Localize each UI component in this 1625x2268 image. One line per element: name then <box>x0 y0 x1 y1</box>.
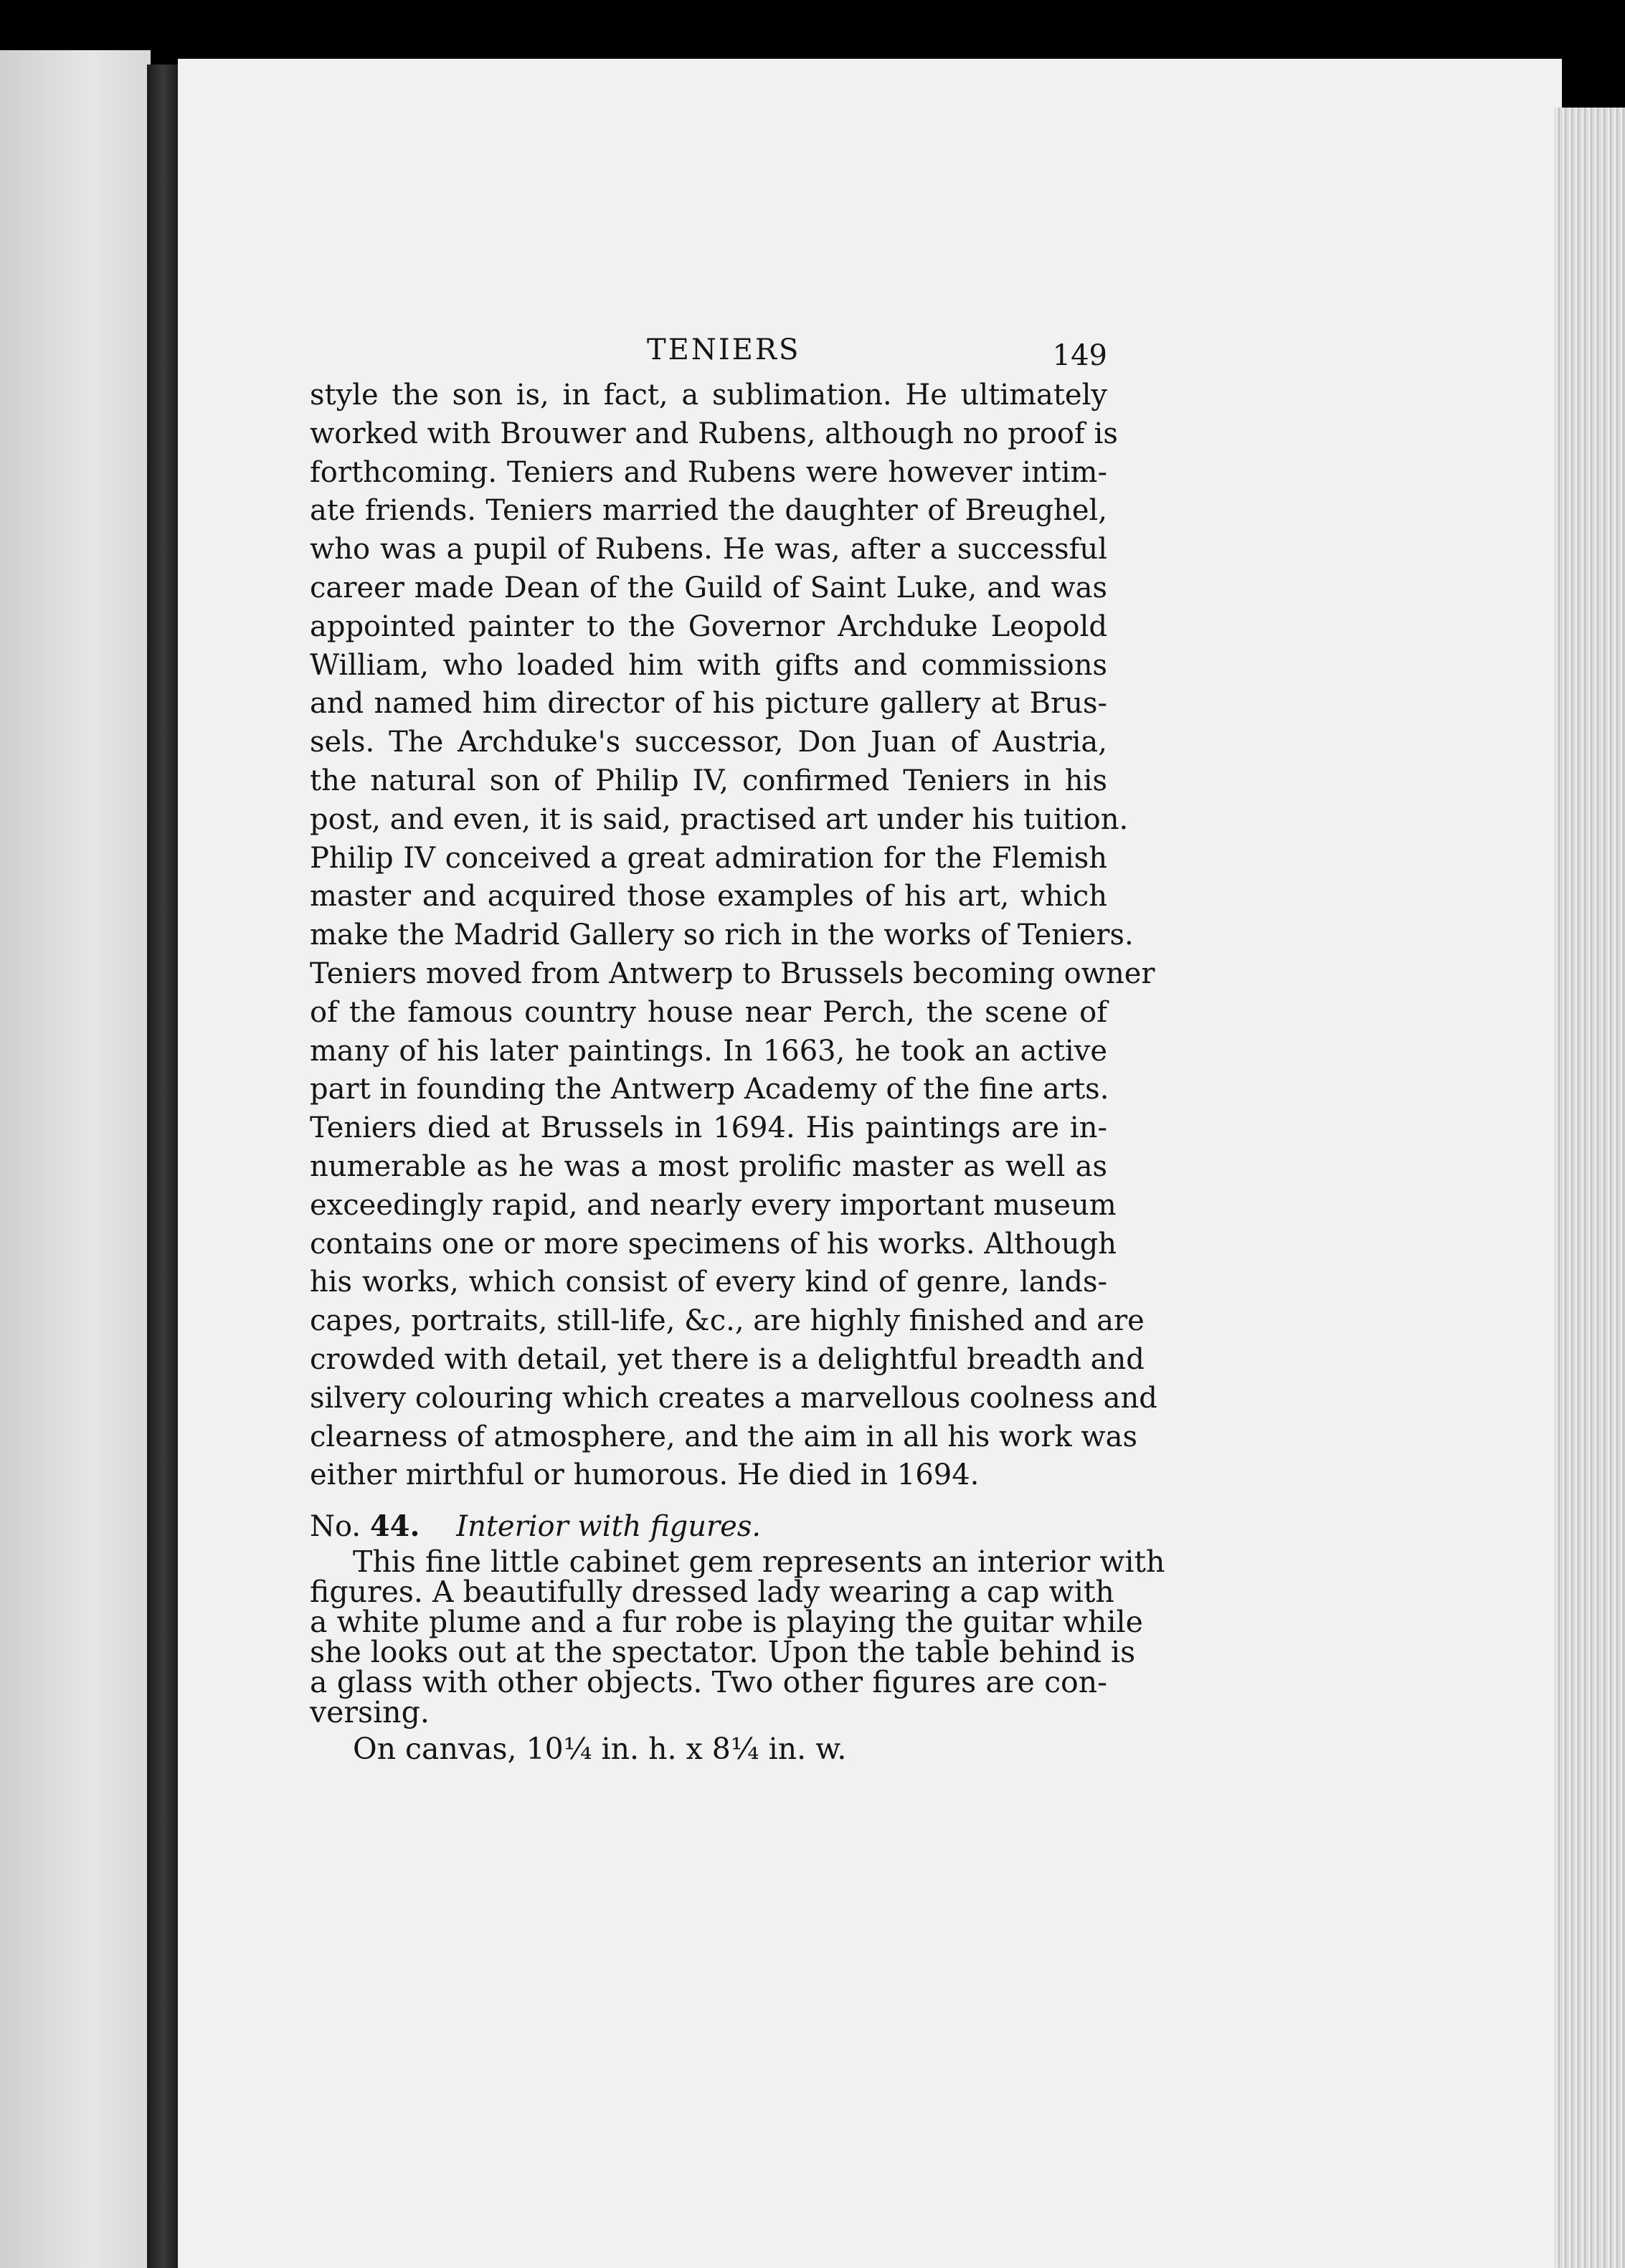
text-line: sels. The Archduke's successor, Don Juan of Austria, <box>310 726 1107 759</box>
entry-number-prefix: No. <box>310 1510 361 1544</box>
page-text <box>310 319 1165 1767</box>
description-line: versing. <box>310 1695 430 1730</box>
text-line: who was a pupil of Rubens. He was, after a successful <box>310 533 1107 566</box>
text-line: Teniers moved from Antwerp to Brussels becoming owner <box>310 957 1155 990</box>
text-line: Philip IV conceived a great admiration for the Flemish <box>310 841 1107 875</box>
page-header <box>310 319 1107 376</box>
entry-number: 44. <box>369 1509 420 1544</box>
text-line: numerable as he was a most prolific master as well as <box>310 1149 1107 1183</box>
text-line: worked with Brouwer and Rubens, although no proof is <box>310 417 1118 450</box>
entry-title: Interior with figures. <box>456 1510 762 1544</box>
page-number: 149 <box>1052 339 1107 372</box>
catalogue-entry-heading <box>310 1507 1107 1547</box>
text-line: many of his later paintings. In 1663, he took an active <box>310 1034 1107 1068</box>
text-line: style the son is, in fact, a sublimation. He ultimately <box>310 379 1107 412</box>
text-line: career made Dean of the Guild of Saint Luke, and was <box>310 571 1107 604</box>
text-line: make the Madrid Gallery so rich in the works of Teniers. <box>310 919 1134 952</box>
book-gutter <box>147 65 179 2268</box>
text-line: crowded with detail, yet there is a delightful breadth and <box>310 1342 1145 1376</box>
text-line: Teniers died at Brussels in 1694. His paintings are in- <box>310 1111 1107 1145</box>
description-line: a white plume and a fur robe is playing the guitar while <box>310 1605 1143 1640</box>
text-line: post, and even, it is said, practised art under his tuition. <box>310 802 1129 836</box>
text-line: clearness of atmosphere, and the aim in all his work was <box>310 1420 1138 1453</box>
text-line: master and acquired those examples of his art, which <box>310 880 1107 914</box>
entry-dimensions: On canvas, 10¼ in. h. x 8¼ in. w. <box>353 1732 847 1767</box>
text-line: and named him director of his picture gallery at Brus- <box>310 687 1107 721</box>
text-line: forthcoming. Teniers and Rubens were however intim- <box>310 455 1107 489</box>
text-line: capes, portraits, still-life, &c., are highly finished and are <box>310 1304 1145 1338</box>
description-line: figures. A beautifully dressed lady wearing a cap with <box>310 1575 1114 1610</box>
text-line: William, who loaded him with gifts and commissions <box>310 648 1107 682</box>
text-line: either mirthful or humorous. He died in 1694. <box>310 1458 980 1492</box>
text-line: the natural son of Philip IV, confirmed Teniers in his <box>310 764 1107 797</box>
entry-description <box>310 1545 1165 1730</box>
text-line: ate friends. Teniers married the daughter of Breughel, <box>310 494 1107 528</box>
text-line: of the famous country house near Perch, the scene of <box>310 995 1107 1029</box>
description-line: she looks out at the spectator. Upon the table behind is <box>310 1635 1136 1670</box>
text-line: contains one or more specimens of his works. Although <box>310 1227 1117 1261</box>
text-line: part in founding the Antwerp Academy of the fine arts. <box>310 1073 1109 1106</box>
page-stack-edge <box>1555 108 1625 2268</box>
running-head: TENIERS <box>647 333 801 366</box>
text-line: exceedingly rapid, and nearly every important museum <box>310 1188 1117 1222</box>
text-line: silvery colouring which creates a marvellous coolness and <box>310 1381 1157 1415</box>
description-line: a glass with other objects. Two other figures are con- <box>310 1665 1107 1700</box>
biography-paragraph <box>310 376 1157 1495</box>
text-line: appointed painter to the Governor Archduke Leopold <box>310 609 1107 643</box>
left-page-edge <box>0 50 151 2268</box>
text-line: his works, which consist of every kind of genre, lands- <box>310 1266 1107 1299</box>
description-line: This fine little cabinet gem represents an interior with <box>353 1545 1165 1580</box>
